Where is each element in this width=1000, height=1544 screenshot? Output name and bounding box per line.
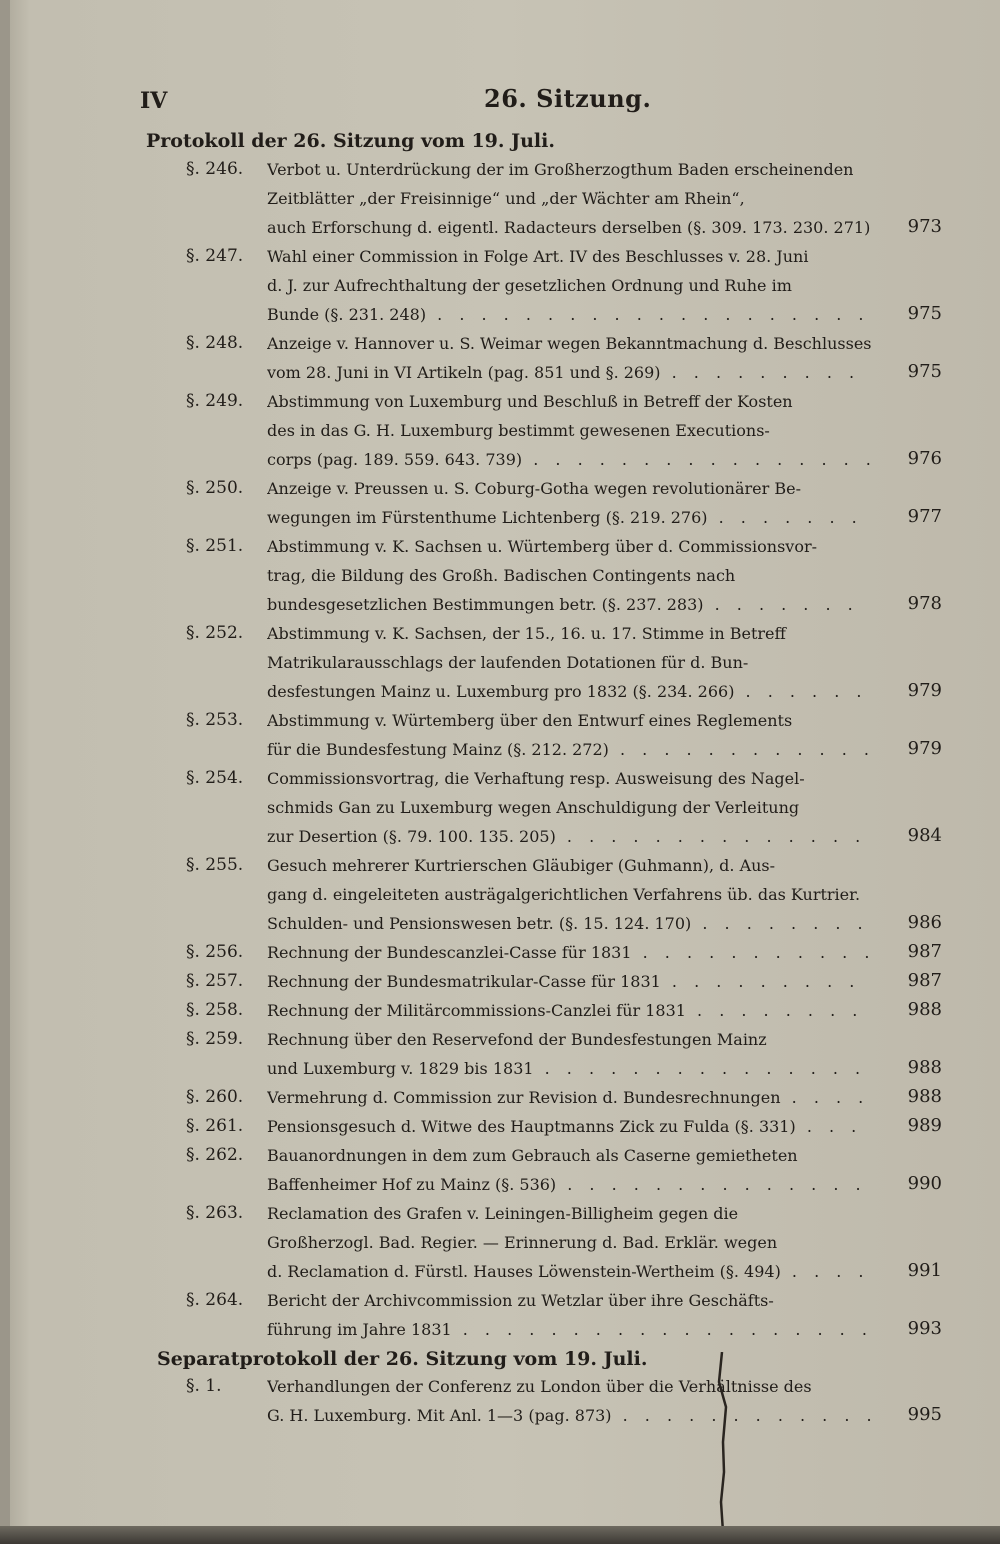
entry-number: §. 246. xyxy=(186,159,244,179)
entry-page-number: 989 xyxy=(907,1115,942,1136)
entry-page-number: 993 xyxy=(907,1318,942,1339)
entry-title-line: auch Erforschung d. eigentl. Radacteurs derselben (§. 309. 173. 230. 271) . . . xyxy=(267,216,871,240)
entry-number: §. 249. xyxy=(186,391,244,411)
entry-title-line: Abstimmung v. K. Sachsen u. Würtemberg über d. Commissionsvor- xyxy=(267,537,818,556)
entry-title-line: Abstimmung v. K. Sachsen, der 15., 16. u. 17. Stimme in Betreff xyxy=(267,624,786,643)
entry-title-line: und Luxemburg v. 1829 bis 1831 . . . xyxy=(267,1057,871,1081)
entry-page-number: 975 xyxy=(907,361,942,382)
entry-title-line: Baffenheimer Hof zu Mainz (§. 536) . . . xyxy=(267,1173,871,1197)
entry-title-line: Bauanordnungen in dem zum Gebrauch als Caserne gemietheten xyxy=(267,1146,798,1165)
entry-title-line: Matrikularausschlags der laufenden Dotationen für d. Bun- xyxy=(267,653,749,672)
entry-title-line: trag, die Bildung des Großh. Badischen Contingents nach xyxy=(267,566,736,585)
entry-title-line: Wahl einer Commission in Folge Art. IV des Beschlusses v. 28. Juni xyxy=(267,247,809,266)
entry-title-line: Pensionsgesuch d. Witwe des Hauptmanns Zick zu Fulda (§. 331) . . . xyxy=(267,1115,871,1139)
entry-title-line: G. H. Luxemburg. Mit Anl. 1—3 (pag. 873) . . . xyxy=(267,1404,871,1428)
entry-title-line: Rechnung über den Reservefond der Bundesfestungen Mainz xyxy=(267,1030,767,1049)
entry-title-line: bundesgesetzlichen Bestimmungen betr. (§. 237. 283) . . . xyxy=(267,593,871,617)
entry-page-number: 988 xyxy=(907,999,942,1020)
entry-title-line: Vermehrung d. Commission zur Revision d. Bundesrechnungen . . . xyxy=(267,1086,871,1110)
entry-number: §. 252. xyxy=(186,623,244,643)
entry-page-number: 984 xyxy=(907,825,942,846)
entry-title-line: Schulden- und Pensionswesen betr. (§. 15. 124. 170) . . . xyxy=(267,912,871,936)
entry-title-line: gang d. eingeleiteten austrägalgerichtlichen Verfahrens üb. das Kurtrier. xyxy=(267,885,861,904)
entry-title-line: Gesuch mehrerer Kurtrierschen Gläubiger (Guhmann), d. Aus- xyxy=(267,856,776,875)
entry-number: §. 250. xyxy=(186,478,244,498)
entry-page-number: 978 xyxy=(907,593,942,614)
entry-title-line: Rechnung der Bundescanzlei-Casse für 1831 . . . xyxy=(267,941,871,965)
entry-title-line: Abstimmung von Luxemburg und Beschluß in Betreff der Kosten xyxy=(267,392,793,411)
entry-title-line: Verhandlungen der Conferenz zu London über die Verhältnisse des xyxy=(267,1377,812,1396)
entry-page-number: 995 xyxy=(907,1404,942,1425)
entry-title-line: d. Reclamation d. Fürstl. Hauses Löwenstein-Wertheim (§. 494) . . . xyxy=(267,1260,871,1284)
entry-title-line: Rechnung der Militärcommissions-Canzlei für 1831 . . . xyxy=(267,999,871,1023)
entry-page-number: 975 xyxy=(907,303,942,324)
entry-title-line: vom 28. Juni in VI Artikeln (pag. 851 und §. 269) . . . xyxy=(267,361,871,385)
entry-page-number: 976 xyxy=(907,448,942,469)
paper-crack-mark xyxy=(714,1352,732,1532)
entry-page-number: 988 xyxy=(907,1086,942,1107)
page-bottom-edge xyxy=(0,1526,1000,1544)
entry-page-number: 979 xyxy=(907,680,942,701)
entry-number: §. 257. xyxy=(186,971,244,991)
entry-title-line: desfestungen Mainz u. Luxemburg pro 1832 (§. 234. 266) . . . xyxy=(267,680,871,704)
entry-number: §. 263. xyxy=(186,1203,244,1223)
entry-number: §. 247. xyxy=(186,246,244,266)
entry-title-line: Zeitblätter „der Freisinnige“ und „der Wächter am Rhein“, xyxy=(267,189,745,208)
entry-page-number: 987 xyxy=(907,970,942,991)
entry-title-line: führung im Jahre 1831 . . . xyxy=(267,1318,871,1342)
entry-title-line: Verbot u. Unterdrückung der im Großherzogthum Baden erscheinenden xyxy=(267,160,854,179)
entry-page-number: 987 xyxy=(907,941,942,962)
entry-number: §. 253. xyxy=(186,710,244,730)
entry-number: §. 254. xyxy=(186,768,244,788)
entry-number: §. 1. xyxy=(186,1376,222,1396)
entry-page-number: 979 xyxy=(907,738,942,759)
entry-page-number: 973 xyxy=(907,216,942,237)
entry-title-line: d. J. zur Aufrechthaltung der gesetzlichen Ordnung und Ruhe im xyxy=(267,276,792,295)
entry-page-number: 977 xyxy=(907,506,942,527)
entry-title-line: Reclamation des Grafen v. Leiningen-Billigheim gegen die xyxy=(267,1204,739,1223)
entry-number: §. 261. xyxy=(186,1116,244,1136)
entry-title-line: zur Desertion (§. 79. 100. 135. 205) . . . xyxy=(267,825,871,849)
entry-number: §. 256. xyxy=(186,942,244,962)
entry-page-number: 990 xyxy=(907,1173,942,1194)
entry-number: §. 262. xyxy=(186,1145,244,1165)
entry-number: §. 251. xyxy=(186,536,244,556)
separate-protocol-title: Separatprotokoll der 26. Sitzung vom 19. Juli. xyxy=(157,1348,648,1370)
entry-number: §. 264. xyxy=(186,1290,244,1310)
entry-title-line: Commissionsvortrag, die Verhaftung resp. Ausweisung des Nagel- xyxy=(267,769,805,788)
entry-title-line: Rechnung der Bundesmatrikular-Casse für 1831 . . . xyxy=(267,970,871,994)
entry-title-line: Anzeige v. Preussen u. S. Coburg-Gotha wegen revolutionärer Be- xyxy=(267,479,801,498)
page-gutter-shadow xyxy=(0,0,10,1544)
entry-page-number: 991 xyxy=(907,1260,942,1281)
entry-title-line: Bericht der Archivcommission zu Wetzlar über ihre Geschäfts- xyxy=(267,1291,774,1310)
entry-number: §. 260. xyxy=(186,1087,244,1107)
entry-title-line: Großherzogl. Bad. Regier. — Erinnerung d. Bad. Erklär. wegen xyxy=(267,1233,778,1252)
page-number: IV xyxy=(140,88,168,114)
entry-title-line: wegungen im Fürstenthume Lichtenberg (§. 219. 276) . . . xyxy=(267,506,871,530)
entry-title-line: des in das G. H. Luxemburg bestimmt gewesenen Executions- xyxy=(267,421,770,440)
entry-title-line: schmids Gan zu Luxemburg wegen Anschuldigung der Verleitung xyxy=(267,798,800,817)
entry-title-line: für die Bundesfestung Mainz (§. 212. 272) . . . xyxy=(267,738,871,762)
entry-title-line: Abstimmung v. Würtemberg über den Entwurf eines Reglements xyxy=(267,711,793,730)
entry-number: §. 248. xyxy=(186,333,244,353)
entry-number: §. 259. xyxy=(186,1029,244,1049)
entry-page-number: 988 xyxy=(907,1057,942,1078)
entry-page-number: 986 xyxy=(907,912,942,933)
entry-number: §. 258. xyxy=(186,1000,244,1020)
entry-title-line: Bunde (§. 231. 248) . . . xyxy=(267,303,871,327)
entry-number: §. 255. xyxy=(186,855,244,875)
running-head: 26. Sitzung. xyxy=(484,84,652,113)
entry-title-line: Anzeige v. Hannover u. S. Weimar wegen Bekanntmachung d. Beschlusses xyxy=(267,334,871,353)
protocol-title: Protokoll der 26. Sitzung vom 19. Juli. xyxy=(146,130,555,152)
entry-title-line: corps (pag. 189. 559. 643. 739) . . . xyxy=(267,448,871,472)
